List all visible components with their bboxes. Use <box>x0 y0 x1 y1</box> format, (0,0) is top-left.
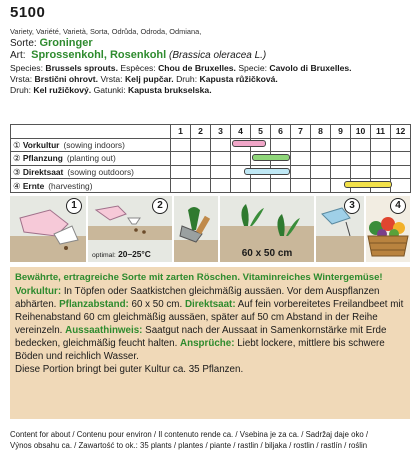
step-label: Ernte <box>22 180 45 191</box>
month-header: 8 <box>311 125 331 139</box>
translation-label: Species: <box>10 63 43 73</box>
translation-value: Brussels sprouts. <box>45 63 118 73</box>
keyword-pflanzabstand: Pflanzabstand: <box>59 299 129 310</box>
translation-value: Brstični ohrovt. <box>34 74 99 84</box>
translation-label: Vrsta: <box>100 74 123 84</box>
calendar-row-planting-out <box>11 152 411 166</box>
vorkultur-text: In Töpfen oder Saatkistchen gleichmäßig aussäen. Vor dem Auspflanzen abhärten. <box>15 286 380 310</box>
step-sublabel: (harvesting) <box>48 180 93 191</box>
translation-value: Kel ružičkový. <box>33 85 92 95</box>
spacing-label: 60 x 50 cm <box>241 248 293 259</box>
month-header: 2 <box>191 125 211 139</box>
instruction-illustrations <box>10 196 410 262</box>
month-header: 11 <box>371 125 391 139</box>
calendar-bar <box>244 168 290 175</box>
translation-label: Druh: <box>176 74 198 84</box>
month-header: 7 <box>291 125 311 139</box>
translation-value: Kelj pupčar. <box>124 74 174 84</box>
month-header: 5 <box>251 125 271 139</box>
calendar-row-label <box>11 165 171 179</box>
translation-label: Vrsta: <box>10 74 33 84</box>
content-info-line-2: Výnos obsahu ca. / Zawartość to ok.: 35 plants / plantes / piante / rastlin / biljaka / rostlin / rastlín / roślin <box>10 441 368 450</box>
translation-label: Espèces: <box>120 63 156 73</box>
step-number: ③ <box>13 167 21 178</box>
calendar-row-sowing-indoors <box>11 138 411 152</box>
temperature-value: 20–25°C <box>118 249 151 259</box>
picto-sowing <box>88 196 172 262</box>
trowel-icon <box>174 196 218 262</box>
species-name: Sprossenkohl, Rosenkohl <box>31 49 167 61</box>
picto-harvest <box>366 196 410 262</box>
month-header: 1 <box>171 125 191 139</box>
step-label: Vorkultur <box>22 139 60 150</box>
keyword-aussaathinweis: Aussaathinweis: <box>65 325 143 336</box>
step-label: Pflanzung <box>22 153 63 164</box>
picto-spacing <box>220 196 314 262</box>
variety-labels: Variety, Variété, Varietà, Sorta, Odrůda, Odroda, Odmiana, <box>10 27 202 36</box>
species-translations-1 <box>10 63 352 74</box>
month-header: 10 <box>351 125 371 139</box>
species-name-line <box>10 49 266 62</box>
keyword-vorkultur: Vorkultur: <box>15 286 62 297</box>
translation-label: Specie: <box>238 63 267 73</box>
anspruche-text: Liebt lockere, mittlere bis schwere Böden und reichlich Wasser. <box>15 338 385 362</box>
step-number-badge: 1 <box>66 198 82 214</box>
keyword-direktsaat: Direktsaat: <box>184 299 236 310</box>
art-label: Art: <box>10 50 26 61</box>
variety-name: Groninger <box>39 37 93 49</box>
step-number-badge: 4 <box>390 198 406 214</box>
step-sublabel: (planting out) <box>66 153 116 164</box>
picto-planting <box>174 196 218 262</box>
calendar-row-label <box>11 152 171 166</box>
description-headline: Bewährte, ertragreiche Sorte mit zarten Röschen. Vitaminreiches Wintergemüse! <box>15 272 383 283</box>
translation-label: Gatunki: <box>93 85 126 95</box>
optimal-temperature <box>92 249 151 259</box>
calendar-row-label <box>11 138 171 152</box>
sorte-label: Sorte: <box>10 38 37 49</box>
direktsaat-text: Auf fein vorbereitetes Freilandbeet mit Reihenabstand 60 cm gleichmäßig aussäen, später auf 50 cm Abstand in der Reihe vereinzeln. <box>15 299 404 336</box>
calendar-corner <box>11 125 171 139</box>
translation-value: Chou de Bruxelles. <box>158 63 236 73</box>
month-header: 9 <box>331 125 351 139</box>
calendar-bar <box>344 181 392 188</box>
translation-value: Cavolo di Bruxelles. <box>269 63 352 73</box>
pflanzabstand-text: 60 x 50 cm. <box>128 299 183 310</box>
keyword-anspruche: Ansprüche: <box>180 338 235 349</box>
description-box <box>10 267 410 419</box>
month-header: 12 <box>391 125 411 139</box>
step-number: ① <box>13 139 21 150</box>
month-header: 4 <box>231 125 251 139</box>
picto-watering <box>316 196 364 262</box>
step-sublabel: (sowing indoors) <box>63 139 125 150</box>
optimal-label: optimal: <box>92 252 116 259</box>
month-header: 6 <box>271 125 291 139</box>
description-text <box>15 285 405 363</box>
product-code: 5100 <box>10 4 46 21</box>
month-header: 3 <box>211 125 231 139</box>
step-label: Direktsaat <box>22 167 64 178</box>
step-number: ④ <box>13 180 21 191</box>
calendar-bar <box>252 154 290 161</box>
translation-value: Kapusta růžičková. <box>199 74 278 84</box>
step-number-badge: 2 <box>152 198 168 214</box>
portion-text: Diese Portion bringt bei guter Kultur ca. 35 Pflanzen. <box>15 364 244 375</box>
aussaat-text: Saatgut nach der Aussaat in Samenkornstärke mit Erde bedecken, gleichmäßig feucht halten. <box>15 325 387 349</box>
species-translations-2 <box>10 74 278 85</box>
content-info-line-1: Content for about / Contenu pour environ / Il contenuto rende ca. / Vsebina je za ca. / Sadržaj daje oko / <box>10 430 369 439</box>
translation-value: Kapusta brukselska. <box>128 85 212 95</box>
calendar-bar <box>232 140 266 147</box>
step-number: ② <box>13 153 21 164</box>
step-number-badge: 3 <box>344 198 360 214</box>
calendar-row-label <box>11 179 171 193</box>
picto-seed-packet <box>10 196 86 262</box>
latin-name: (Brassica oleracea L.) <box>169 50 267 61</box>
calendar-row-sowing-outdoors <box>11 165 411 179</box>
translation-label: Druh: <box>10 85 32 95</box>
step-sublabel: (sowing outdoors) <box>67 167 134 178</box>
calendar-header-row <box>11 125 411 139</box>
species-translations-3 <box>10 85 212 96</box>
